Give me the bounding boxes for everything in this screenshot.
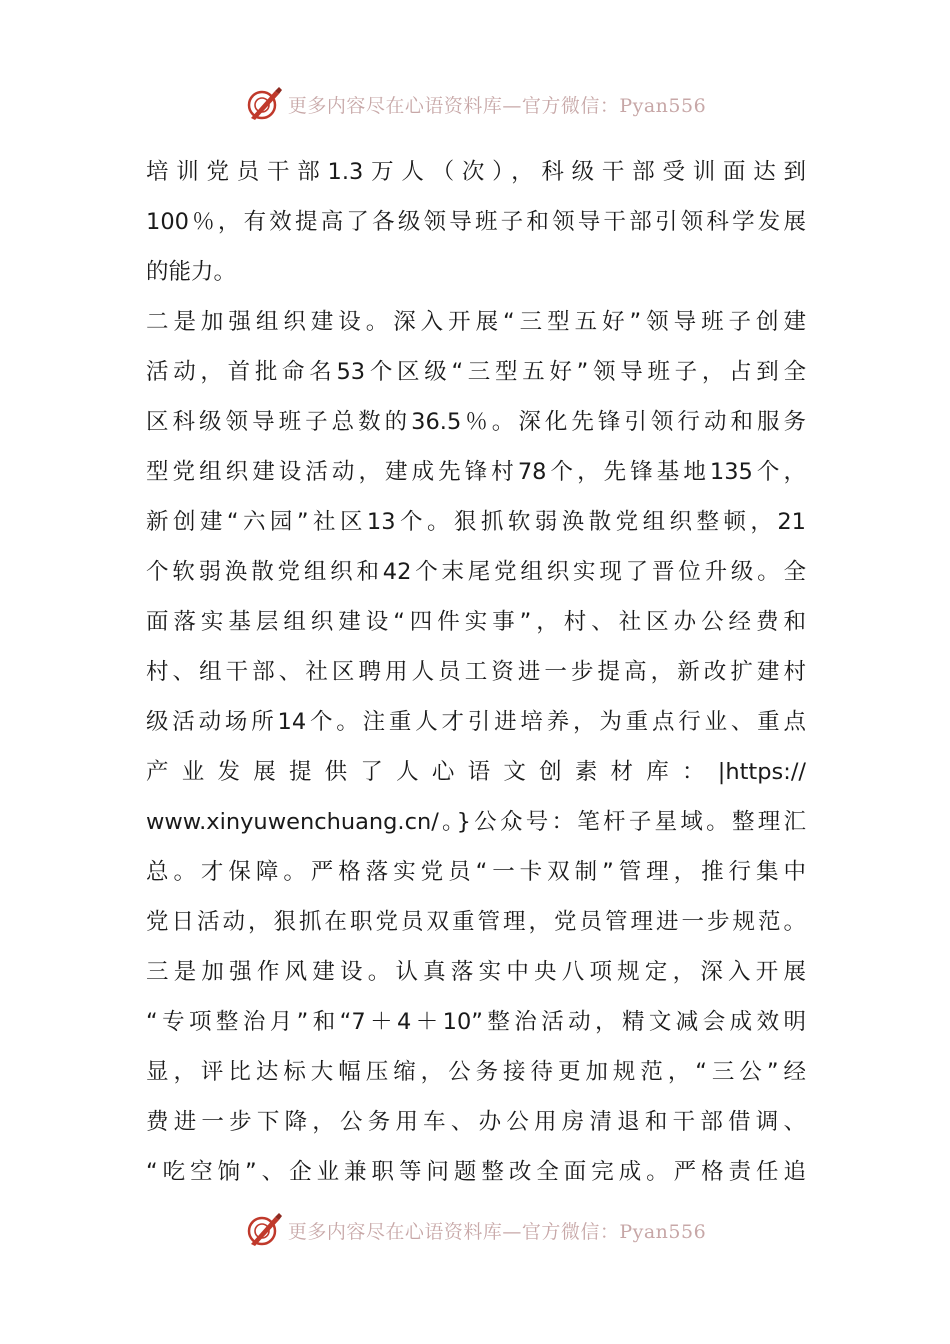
body-line: 级活动场所14个。注重人才引进培养，为重点行业、重点 xyxy=(146,709,806,735)
pen-logo-icon xyxy=(244,85,284,123)
body-line: 二是加强组织建设。深入开展“三型五好”领导班子创建 xyxy=(146,309,806,335)
body-line: 产业发展提供了人心语文创素材库：|https:// xyxy=(146,759,806,785)
body-line: 100％，有效提高了各级领导班子和领导干部引领科学发展 xyxy=(146,209,806,235)
header-banner-text: 更多内容尽在心语资料库—官方微信：Pyan556 xyxy=(287,94,707,117)
document-body xyxy=(146,147,806,1197)
body-line: 面落实基层组织建设“四件实事”，村、社区办公经费和 xyxy=(146,609,806,635)
body-line: “专项整治月”和“7＋4＋10”整治活动，精文减会成效明 xyxy=(146,1009,806,1035)
header-watermark-banner xyxy=(0,84,950,124)
body-line: 显，评比达标大幅压缩，公务接待更加规范，“三公”经 xyxy=(146,1059,806,1085)
body-line: 费进一步下降，公务用车、办公用房清退和干部借调、 xyxy=(146,1109,806,1135)
body-line: 新创建“六园”社区13个。狠抓软弱涣散党组织整顿，21 xyxy=(146,509,806,535)
footer-banner-text: 更多内容尽在心语资料库—官方微信：Pyan556 xyxy=(287,1220,707,1243)
body-line: 的能力。 xyxy=(146,259,237,285)
body-line: 总。才保障。严格落实党员“一卡双制”管理，推行集中 xyxy=(146,859,806,885)
body-line: “吃空饷”、企业兼职等问题整改全面完成。严格责任追 xyxy=(146,1159,806,1185)
footer-watermark-banner xyxy=(0,1210,950,1250)
body-line: 活动，首批命名53个区级“三型五好”领导班子，占到全 xyxy=(146,359,806,385)
body-line: 培训党员干部1.3万人（次），科级干部受训面达到 xyxy=(146,159,806,185)
pen-logo-icon xyxy=(244,1211,284,1249)
body-line: 村、组干部、社区聘用人员工资进一步提高，新改扩建村 xyxy=(146,659,806,685)
body-line: 区科级领导班子总数的36.5％。深化先锋引领行动和服务 xyxy=(146,409,806,435)
body-line: 个软弱涣散党组织和42个末尾党组织实现了晋位升级。全 xyxy=(146,559,806,585)
body-line: 型党组织建设活动，建成先锋村78个，先锋基地135个， xyxy=(146,459,806,485)
body-line: 党日活动，狠抓在职党员双重管理，党员管理进一步规范。 xyxy=(146,909,806,935)
body-line: www.xinyuwenchuang.cn/。}公众号：笔杆子星域。整理汇 xyxy=(146,809,806,835)
body-line: 三是加强作风建设。认真落实中央八项规定，深入开展 xyxy=(146,959,806,985)
